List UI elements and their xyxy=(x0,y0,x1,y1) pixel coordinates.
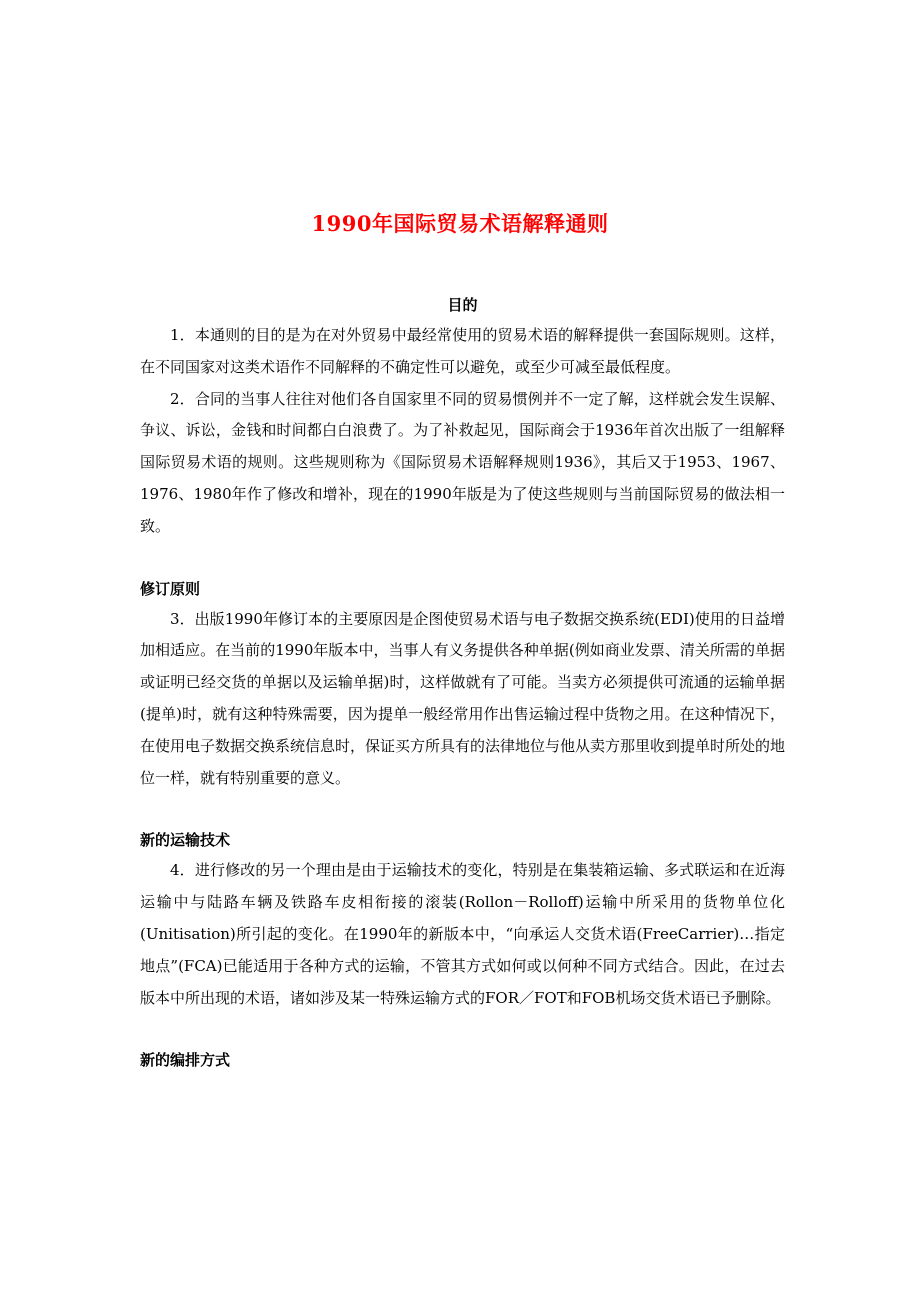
paragraph-3: 3．出版1990年修订本的主要原因是企图使贸易术语与电子数据交换系统(EDI)使用的日益增加相适应。在当前的1990年版本中，当事人有义务提供各种单据(例如商业发票、清关所需的单据或证明已经交货的单据以及运输单据)时，这样做就有了可能。当卖方必须提供可流通的运输单据(提单)时，就有这种特殊需要，因为提单一般经常用作出售运输过程中货物之用。在这种情况下，在使用电子数据交换系统信息时，保证买方所具有的法律地位与他从卖方那里收到提单时所处的地位一样，就有特别重要的意义。 xyxy=(140,609,786,787)
paragraph-4: 4．进行修改的另一个理由是由于运输技术的变化，特别是在集装箱运输、多式联运和在近海运输中与陆路车辆及铁路车皮相衔接的滚装(Rollon－Rolloff)运输中所采用的货物单位化(Unitisation)所引起的变化。在1990年的新版本中，“向承运人交货术语(FreeCarrier)…指定地点”(FCA)已能适用于各种方式的运输，不管其方式如何或以何种不同方式结合。因此，在过去版本中所出现的术语，诸如涉及某一特殊运输方式的FOR／FOT和FOB机场交货术语已予删除。 xyxy=(140,861,785,1007)
document-title: 1990年国际贸易术语解释通则 xyxy=(311,211,609,236)
document-body xyxy=(140,290,785,1075)
section-spacer xyxy=(140,543,785,574)
section-spacer xyxy=(140,1014,785,1045)
section-heading-layout: 新的编排方式 xyxy=(140,1051,231,1070)
section-spacer xyxy=(140,794,785,825)
section-heading-purpose: 目的 xyxy=(447,296,478,314)
paragraph-1: 1．本通则的目的是为在对外贸易中最经常使用的贸易术语的解释提供一套国际规则。这样，在不同国家对这类术语作不同解释的不确定性可以避免，或至少可减至最低程度。 xyxy=(140,326,785,376)
section-heading-revision: 修订原则 xyxy=(140,579,201,598)
section-heading-transport: 新的运输技术 xyxy=(140,831,231,850)
paragraph-2: 2．合同的当事人往往对他们各自国家里不同的贸易惯例并不一定了解，这样就会发生误解、争议、诉讼，金钱和时间都白白浪费了。为了补救起见，国际商会于1936年首次出版了一组解释国际贸易术语的规则。这些规则称为《国际贸易术语解释规则1936》，其后又于1953、1967、1976、1980年作了修改和增补，现在的1990年版是为了使这些规则与当前国际贸易的做法相一致。 xyxy=(140,389,785,535)
